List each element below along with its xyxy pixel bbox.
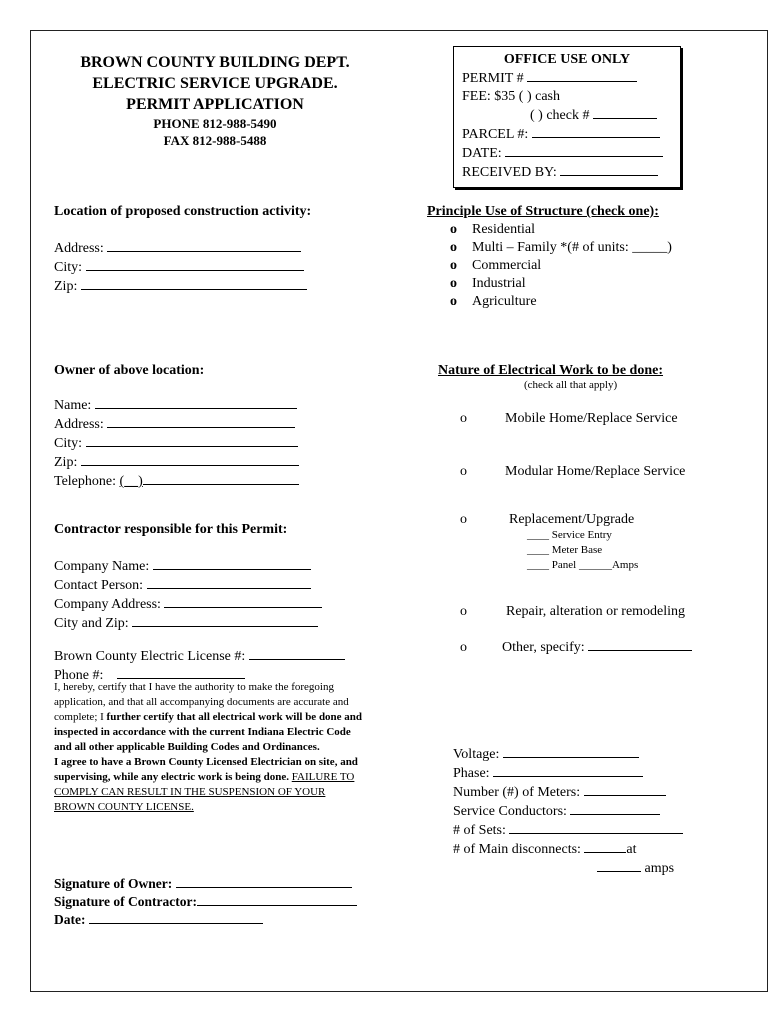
use-option-label: Multi – Family *(# of units: _____): [472, 240, 672, 255]
location-city-field[interactable]: [86, 258, 304, 271]
owner-address-field[interactable]: [107, 415, 295, 428]
sets-field[interactable]: [509, 821, 683, 834]
radio-circle-icon: o: [450, 294, 457, 309]
received-by-field[interactable]: [560, 163, 658, 176]
meter-base-item[interactable]: ____ Meter Base: [527, 544, 603, 556]
date-label: DATE:: [462, 146, 502, 161]
use-option-label: Agriculture: [472, 294, 537, 309]
nature-other-label: Other, specify:: [502, 640, 585, 655]
company-address-label: Company Address:: [54, 597, 161, 612]
phase-label: Phase:: [453, 766, 490, 781]
parcel-label: PARCEL #:: [462, 127, 529, 142]
at-label: at: [626, 842, 637, 857]
amps-label: amps: [644, 861, 675, 876]
use-option-agriculture[interactable]: [450, 293, 672, 311]
signature-date-field[interactable]: [89, 911, 263, 924]
check-number-field[interactable]: [593, 106, 657, 119]
owner-address-label: Address:: [54, 417, 104, 432]
company-name-field[interactable]: [153, 557, 311, 570]
contractor-signature-label: Signature of Contractor:: [54, 894, 197, 909]
radio-circle-icon: o: [450, 240, 457, 255]
nature-repair-label: Repair, alteration or remodeling: [506, 604, 686, 619]
nature-option-modular[interactable]: [460, 463, 685, 481]
city-zip-label: City and Zip:: [54, 616, 129, 631]
city-zip-field[interactable]: [132, 614, 318, 627]
nature-option-replacement[interactable]: [460, 511, 634, 529]
panel-amps-item[interactable]: ____ Panel ______Amps: [527, 559, 639, 571]
fax-number: FAX 812-988-5488: [163, 133, 267, 148]
checkbox-circle-icon: o: [460, 464, 467, 479]
nature-option-repair[interactable]: [460, 603, 685, 621]
nature-heading: Nature of Electrical Work to be done:: [438, 363, 664, 378]
service-entry-item[interactable]: ____ Service Entry: [527, 529, 612, 541]
use-option-residential[interactable]: [450, 221, 672, 239]
electrical-specs: [453, 745, 683, 878]
owner-signature-label: Signature of Owner:: [54, 876, 173, 891]
nature-option-mobile[interactable]: [460, 410, 678, 428]
use-option-industrial[interactable]: [450, 275, 672, 293]
license-field[interactable]: [249, 647, 345, 660]
owner-zip-field[interactable]: [81, 453, 299, 466]
location-address-label: Address:: [54, 241, 104, 256]
signatures: [54, 875, 357, 929]
radio-circle-icon: o: [450, 276, 457, 291]
contact-person-field[interactable]: [147, 576, 311, 589]
location-city-label: City:: [54, 260, 83, 275]
certification-code-compliance: further certify that all electrical work will be done and inspected in accordance with the current Indiana Electric Code and all other applicable Building Codes and Ordinances.: [54, 711, 363, 753]
conductors-field[interactable]: [570, 802, 660, 815]
checkbox-circle-icon: o: [460, 411, 467, 426]
office-use-title: OFFICE USE ONLY: [503, 52, 631, 67]
contractor-phone-field[interactable]: [117, 666, 245, 679]
owner-fields: [54, 396, 299, 491]
permit-label: PERMIT #: [462, 71, 524, 86]
fee-check-label: ( ) check #: [530, 108, 590, 123]
form-title: [50, 52, 380, 149]
owner-signature-field[interactable]: [176, 875, 352, 888]
title-line-3: PERMIT APPLICATION: [126, 96, 304, 113]
radio-circle-icon: o: [450, 222, 457, 237]
replacement-suboptions: [527, 528, 638, 573]
radio-circle-icon: o: [450, 258, 457, 273]
principle-use-options: [450, 221, 672, 311]
certification-warning: FAILURE TO COMPLY CAN RESULT IN THE SUSPENSION OF YOUR BROWN COUNTY LICENSE.: [54, 771, 355, 813]
nature-option-other[interactable]: [460, 638, 692, 657]
meters-field[interactable]: [584, 783, 666, 796]
checkbox-circle-icon: o: [460, 640, 467, 655]
certification-text: [54, 680, 364, 815]
owner-telephone-field[interactable]: [143, 472, 299, 485]
contractor-heading: Contractor responsible for this Permit:: [54, 522, 288, 537]
phase-field[interactable]: [493, 764, 643, 777]
conductors-label: Service Conductors:: [453, 804, 567, 819]
location-address-field[interactable]: [107, 239, 301, 252]
nature-modular-label: Modular Home/Replace Service: [505, 464, 686, 479]
voltage-label: Voltage:: [453, 747, 500, 762]
owner-city-label: City:: [54, 436, 83, 451]
title-line-2: ELECTRIC SERVICE UPGRADE.: [92, 75, 338, 92]
location-zip-field[interactable]: [81, 277, 307, 290]
phone-number: PHONE 812-988-5490: [153, 116, 277, 131]
area-code-parens: (__): [119, 474, 143, 489]
office-use-box: [453, 46, 681, 188]
owner-city-field[interactable]: [86, 434, 298, 447]
use-option-label: Residential: [472, 222, 535, 237]
disconnect-amps-field[interactable]: [597, 859, 641, 872]
other-specify-field[interactable]: [588, 638, 692, 651]
use-option-multi-family[interactable]: [450, 239, 672, 257]
use-option-commercial[interactable]: [450, 257, 672, 275]
sets-label: # of Sets:: [453, 823, 506, 838]
voltage-field[interactable]: [503, 745, 639, 758]
disconnects-label: # of Main disconnects:: [453, 842, 581, 857]
fee-cash-label: FEE: $35 ( ) cash: [462, 89, 560, 104]
use-option-label: Commercial: [472, 258, 542, 273]
nature-mobile-label: Mobile Home/Replace Service: [505, 411, 678, 426]
parcel-field[interactable]: [532, 125, 660, 138]
location-heading: Location of proposed construction activity:: [54, 204, 312, 219]
certification-electrician: I agree to have a Brown County Licensed Electrician on site, and supervising, while any electric work is being done.: [54, 756, 358, 783]
disconnects-field[interactable]: [584, 840, 626, 853]
contractor-fields: [54, 557, 322, 633]
company-address-field[interactable]: [164, 595, 322, 608]
owner-name-label: Name:: [54, 398, 92, 413]
signature-date-label: Date:: [54, 912, 86, 927]
license-label: Brown County Electric License #:: [54, 649, 246, 664]
contractor-signature-field[interactable]: [197, 893, 357, 906]
contractor-phone-label: Phone #:: [54, 668, 104, 683]
permit-field[interactable]: [527, 69, 637, 82]
owner-telephone-label: Telephone:: [54, 474, 116, 489]
checkbox-circle-icon: o: [460, 512, 467, 527]
meters-label: Number (#) of Meters:: [453, 785, 581, 800]
title-line-1: BROWN COUNTY BUILDING DEPT.: [80, 54, 350, 71]
nature-subheading: (check all that apply): [524, 379, 618, 391]
use-option-label: Industrial: [472, 276, 526, 291]
owner-heading: Owner of above location:: [54, 363, 205, 378]
owner-zip-label: Zip:: [54, 455, 78, 470]
office-date-field[interactable]: [505, 144, 663, 157]
received-by-label: RECEIVED BY:: [462, 165, 557, 180]
principle-use-heading: Principle Use of Structure (check one):: [427, 204, 659, 219]
owner-name-field[interactable]: [95, 396, 297, 409]
location-zip-label: Zip:: [54, 279, 78, 294]
certification-authority: I, hereby, certify that I have the authority to make the foregoing application, and that all accompanying documents are accurate and complete; I: [54, 681, 349, 723]
nature-replacement-label: Replacement/Upgrade: [509, 512, 635, 527]
company-name-label: Company Name:: [54, 559, 150, 574]
contact-person-label: Contact Person:: [54, 578, 144, 593]
location-fields: [54, 239, 307, 296]
checkbox-circle-icon: o: [460, 604, 467, 619]
